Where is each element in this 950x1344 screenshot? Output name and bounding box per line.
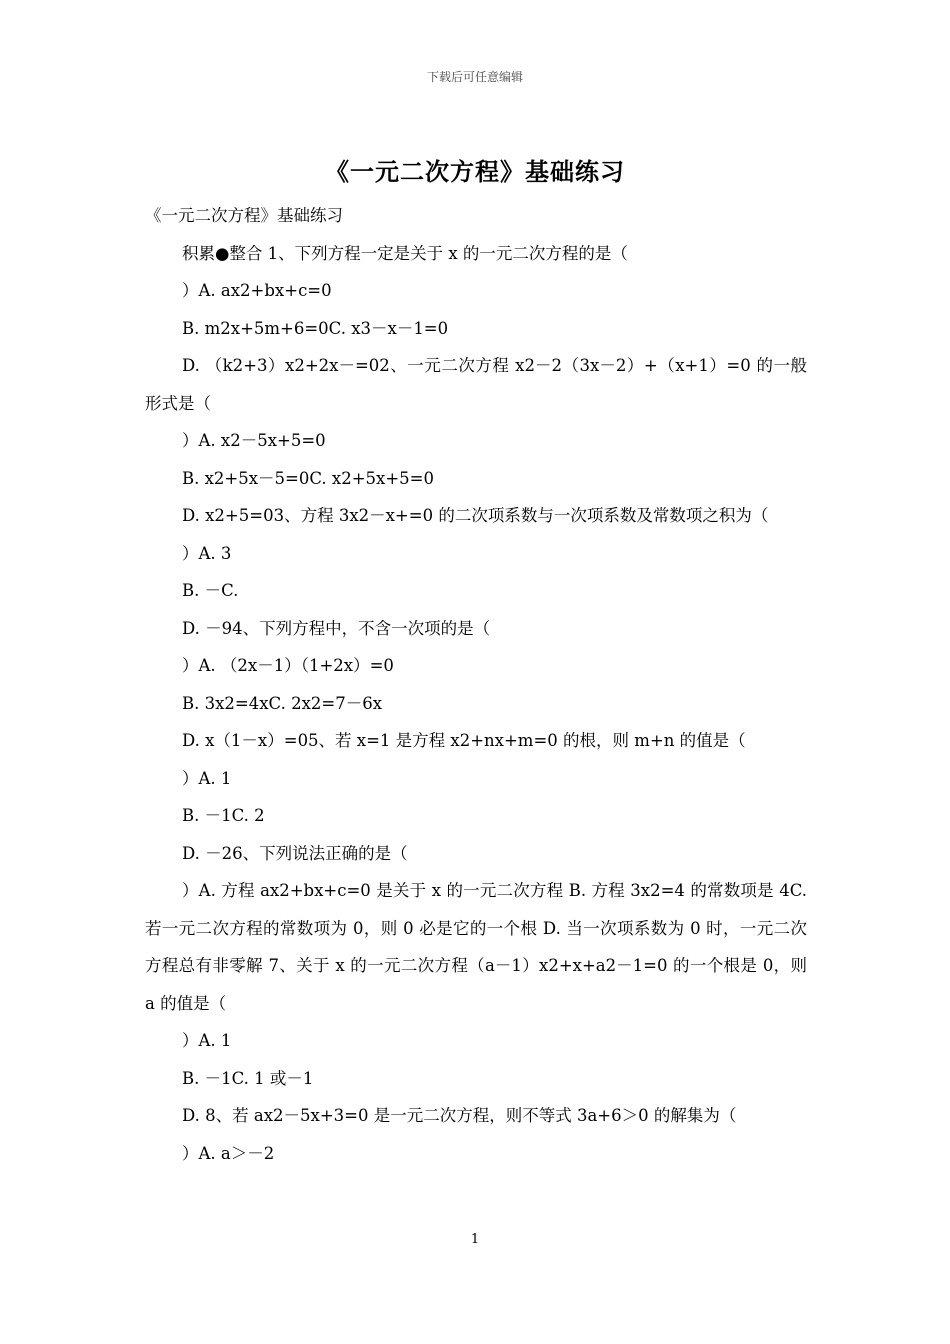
paragraph: ）A. 方程 ax2+bx+c=0 是关于 x 的一元二次方程 B. 方程 3x2=4 的常数项是 4C. 若一元二次方程的常数项为 0，则 0 必是它的一个根 D. 当一次项系数为 0 时，一元二次方程总有非零解 7、关于 x 的一元二次方程（a－1）x2+x+a2－1=0 的一个根是 0，则 a 的值是（ [145,881,807,1013]
paragraph: D. x2+5=03、方程 3x2－x+=0 的二次项系数与一次项系数及常数项之积为（ [182,506,769,525]
document-body [145,197,807,1172]
paragraph: B. m2x+5m+6=0C. x3－x－1=0 [182,318,449,338]
paragraph: B. －C. [182,581,239,600]
paragraph: ）A. 1 [182,768,232,788]
page-title: 《一元二次方程》基础练习 [325,157,625,186]
paragraph: D. －26、下列说法正确的是（ [182,843,408,863]
paragraph: ）A. x2－5x+5=0 [182,431,326,450]
paragraph: B. －1C. 2 [182,806,265,825]
page-number: 1 [470,1232,480,1247]
paragraph: ）A. 3 [182,543,232,563]
paragraph: 积累●整合 1、下列方程一定是关于 x 的一元二次方程的是（ [182,243,628,263]
paragraph: ）A. 1 [182,1031,232,1050]
paragraph: D. x（1－x）=05、若 x=1 是方程 x2+nx+m=0 的根，则 m+n 的值是（ [182,731,746,750]
paragraph: ）A. a＞－2 [182,1143,275,1163]
paragraph: D. 8、若 ax2－5x+3=0 是一元二次方程，则不等式 3a+6＞0 的解集为（ [182,1106,737,1125]
paragraph: ）A. （2x－1）（1+2x）=0 [182,656,394,675]
paragraph: D. （k2+3）x2+2x－=02、一元二次方程 x2－2（3x－2）+（x+1）=0 的一般形式是（ [145,356,807,413]
paragraph: B. x2+5x－5=0C. x2+5x+5=0 [182,468,434,488]
paragraph: D. －94、下列方程中，不含一次项的是（ [182,618,491,638]
paragraph: B. －1C. 1 或－1 [182,1068,314,1088]
paragraph: B. 3x2=4xC. 2x2=7－6x [182,693,382,713]
header-note: 下载后可任意编辑 [426,70,523,84]
paragraph: ）A. ax2+bx+c=0 [182,281,332,300]
subtitle-paragraph: 《一元二次方程》基础练习 [145,206,343,225]
